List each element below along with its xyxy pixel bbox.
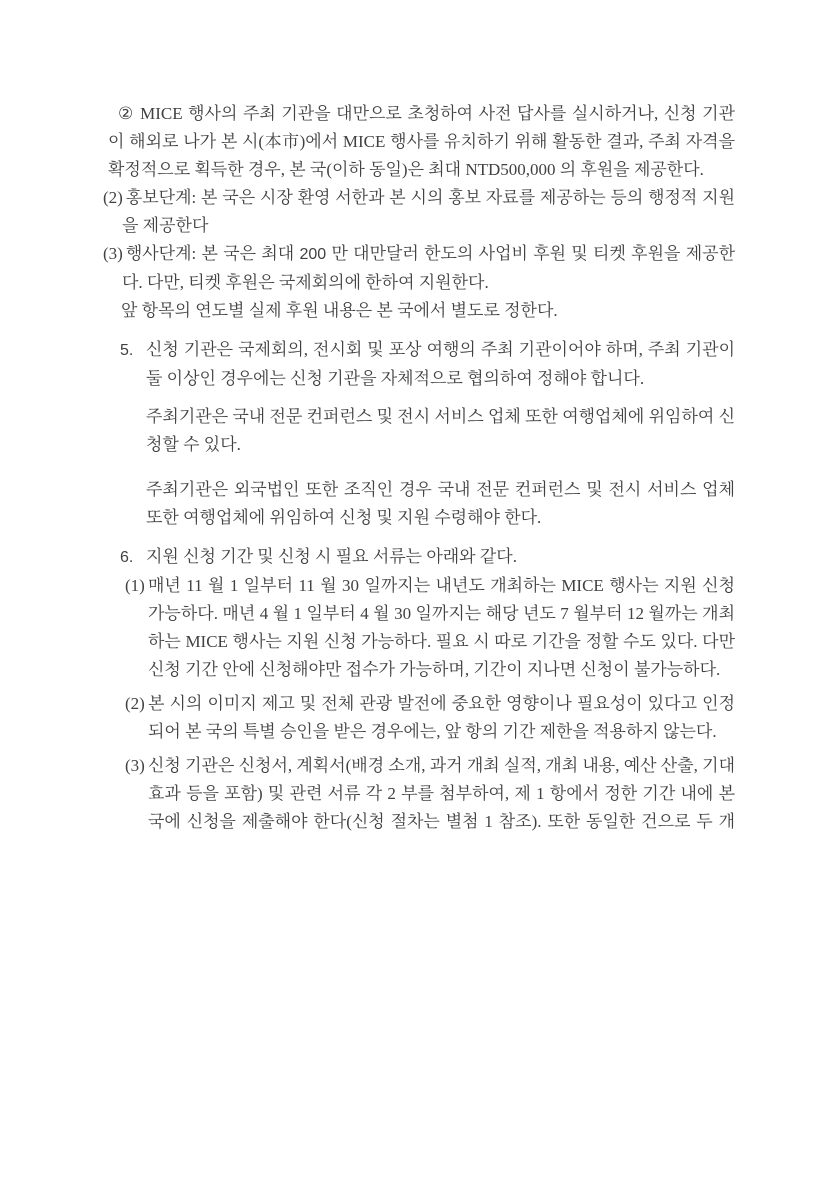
paragraph-delegation-foreign	[146, 476, 735, 532]
text-run: ② MICE 행사의 주최 기관을 대만으로 초청하여 사전 답사를 실시하거나, 신청 기관이 해외로 나가 본 시(本市)에서 MICE 행사를 유치하기 위해 활동한 결과, 주최 자격을 확정적으로 획득한 경우, 본 국(이하 동일)은 최대 NTD500,000 의 후원을 제공한다.	[108, 104, 735, 179]
sub-item-3-required-documents	[103, 752, 735, 836]
text-run: 앞 항목의 연도별 실제 후원 내용은 본 국에서 별도로 정한다.	[121, 301, 558, 320]
item-5	[103, 336, 735, 393]
text-run: 매년 11 월 1 일부터 11 월 30 일까지는 내년도 개최하는 MICE 행사는 지원 신청 가능하다. 매년 4 월 1 일부터 4 월 30 일까지는 해당 년도 7 월부터 12 월까는 개최하는 MICE 행사는 지원 신청 가능하다. 필요 시 따로 기간을 정할 수도 있다. 다만 신청 기간 안에 신청해야만 접수가 가능하며, 기간이 지나면 신청이 불가능하다.	[148, 576, 735, 679]
list-marker: (3)	[103, 244, 123, 263]
text-run: 본 시의 이미지 제고 및 전체 관광 발전에 중요한 영향이나 필요성이 있다고 인정되어 본 국의 특별 승인을 받은 경우에는, 앞 항의 기간 제한을 적용하지 않는다.	[148, 694, 735, 741]
list-marker: (1)	[125, 576, 145, 595]
text-run: 지원 신청 기간 및 신청 시 필요 서류는 아래와 같다.	[146, 547, 517, 566]
note-line-annual-support	[121, 297, 735, 325]
text-run: 행사단계: 본 국은 최대	[125, 244, 300, 263]
paragraph-circled-2	[108, 100, 735, 184]
paragraph-delegation-domestic	[146, 403, 735, 459]
text-run: 주최기관은 국내 전문 컨퍼런스 및 전시 서비스 업체 또한 여행업체에 위임하여 신청할 수 있다.	[146, 407, 735, 454]
text-run: 만 대만달러 한도의 사업비 후원 및 티켓 후원을 제공한다. 다만, 티켓 후원은 국제회의에 한하여 지원한다.	[122, 244, 735, 292]
list-marker: (3)	[125, 756, 145, 775]
text-run: 신청 기관은 국제회의, 전시회 및 포상 여행의 주최 기관이어야 하며, 주최 기관이 둘 이상인 경우에는 신청 기관을 자체적으로 협의하여 정해야 합니다.	[146, 340, 735, 388]
list-marker: 5.	[120, 342, 134, 359]
list-item-2-promotion-stage	[103, 184, 735, 240]
text-run: 홍보단계: 본 국은 시장 환영 서한과 본 시의 홍보 자료를 제공하는 등의 행정적 지원을 제공한다	[122, 188, 735, 235]
sub-item-1-application-period	[103, 572, 735, 684]
text-run: 주최기관은 외국법인 또한 조직인 경우 국내 전문 컨퍼런스 및 전시 서비스 업체 또한 여행업체에 위임하여 신청 및 지원 수령해야 한다.	[146, 480, 735, 527]
document-body	[103, 100, 735, 836]
list-marker: 6.	[120, 549, 134, 566]
list-marker: (2)	[125, 694, 145, 713]
item-6	[103, 543, 735, 572]
text-run: 200	[299, 246, 327, 263]
text-run: 신청 기관은 신청서, 계획서(배경 소개, 과거 개최 실적, 개최 내용, 예산 산출, 기대 효과 등을 포함) 및 관련 서류 각 2 부를 첨부하여, 제 1 항에서 정한 기간 내에 본 국에 신청을 제출해야 한다(신청 절차는 별첨 1 참조). 또한 동일한 건으로 두 개	[148, 756, 735, 831]
sub-item-2-special-approval	[103, 690, 735, 746]
list-item-3-event-stage	[103, 240, 735, 297]
list-marker: (2)	[103, 188, 123, 207]
